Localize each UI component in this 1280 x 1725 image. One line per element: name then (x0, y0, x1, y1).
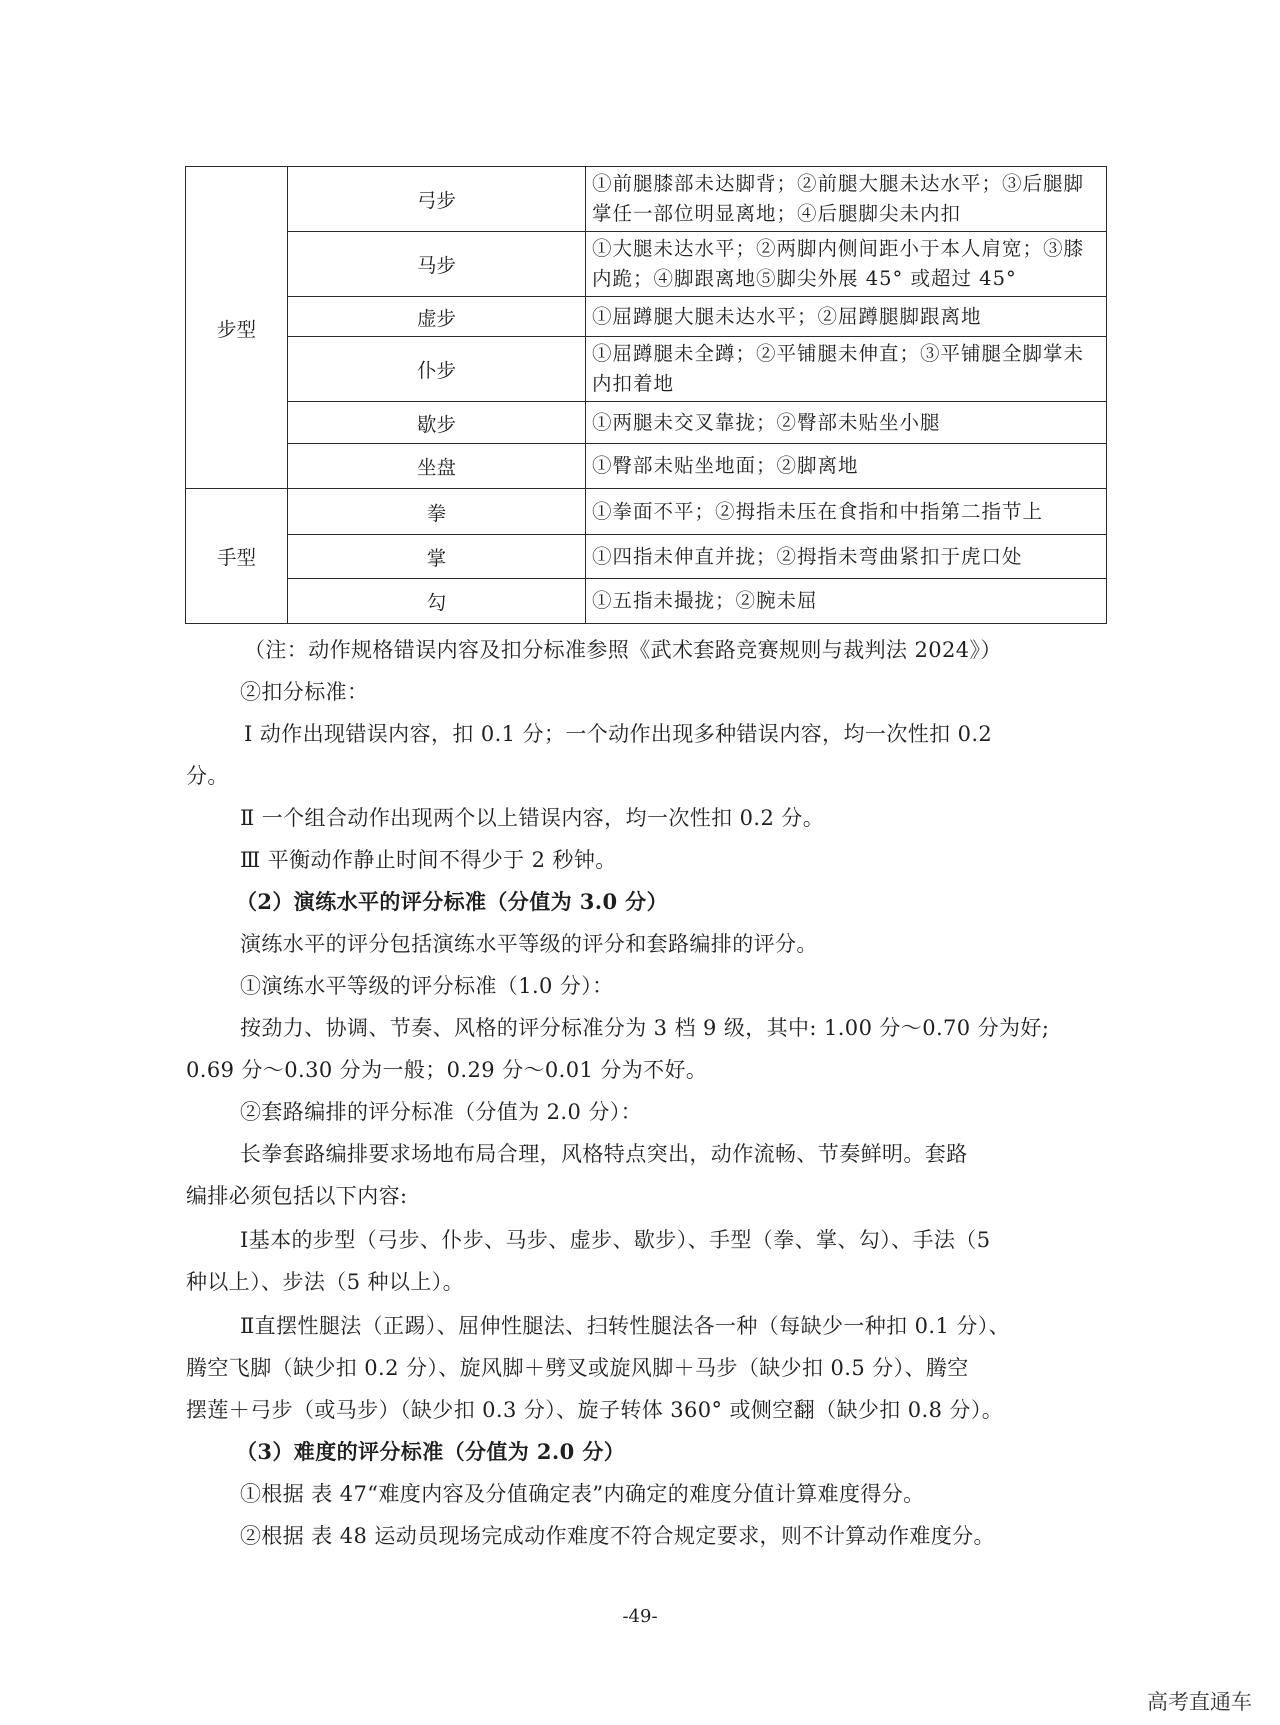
paragraph-text: 摆莲＋弓步（或马步）（缺少扣 0.3 分）、旋子转体 360° 或侧空翻（缺少扣 0.8 分）。 (186, 1398, 1004, 1422)
table-error-cell: ①大腿未达水平；②两脚内侧间距小于本人肩宽；③膝内跪；④脚跟离地⑤脚尖外展 45° 或超过 45° (586, 232, 1107, 297)
table-item-cell: 拳 (288, 489, 586, 535)
table-error-cell: ①五指未撮拢；②腕未屈 (586, 579, 1107, 624)
deduction-heading: ②扣分标准： (240, 680, 369, 704)
section-heading-2: （2）演练水平的评分标准（分值为 3.0 分） (236, 889, 668, 914)
table-item-cell: 虚步 (288, 297, 586, 337)
table-error-cell: ①屈蹲腿大腿未达水平；②屈蹲腿脚跟离地 (586, 297, 1107, 337)
section-heading-3: （3）难度的评分标准（分值为 2.0 分） (236, 1439, 626, 1464)
table-item-cell: 勾 (288, 579, 586, 624)
table-error-cell: ①臀部未贴坐地面；②脚离地 (586, 444, 1107, 489)
paragraph-text: Ⅰ基本的步型（弓步、仆步、马步、虚步、歇步）、手型（拳、掌、勾）、手法（5 (240, 1228, 991, 1252)
deduction-rule-3: Ⅲ 平衡动作静止时间不得少于 2 秒钟。 (240, 848, 617, 872)
table-error-cell: ①四指未伸直并拢；②拇指未弯曲紧扣于虎口处 (586, 535, 1107, 579)
paragraph-text: 种以上）、步法（5 种以上）。 (186, 1270, 465, 1294)
deduction-rule-1: Ⅰ 动作出现错误内容，扣 0.1 分；一个动作出现多种错误内容，均一次性扣 0.2 (244, 722, 993, 746)
paragraph-text: ①根据 表 47“难度内容及分值确定表”内确定的难度分值计算难度得分。 (240, 1482, 925, 1506)
paragraph-text: 0.69 分～0.30 分为一般；0.29 分～0.01 分为不好。 (186, 1058, 708, 1082)
subheading: ①演练水平等级的评分标准（1.0 分）： (240, 974, 614, 998)
table-error-cell: ①拳面不平；②拇指未压在食指和中指第二指节上 (586, 489, 1107, 535)
table-item-cell: 弓步 (288, 167, 586, 232)
deduction-rule-1-cont: 分。 (186, 764, 229, 788)
table-item-cell: 马步 (288, 232, 586, 297)
table-error-cell: ①两腿未交叉靠拢；②臀部未贴坐小腿 (586, 402, 1107, 444)
table-note: （注：动作规格错误内容及扣分标准参照《武术套路竞赛规则与裁判法 2024》） (244, 638, 1002, 662)
table-item-cell: 歇步 (288, 402, 586, 444)
error-criteria-table (185, 166, 1107, 624)
table-item-cell: 坐盘 (288, 444, 586, 489)
paragraph-text: 演练水平的评分包括演练水平等级的评分和套路编排的评分。 (240, 932, 818, 956)
table-category-cell: 步型 (186, 167, 288, 489)
paragraph-text: 编排必须包括以下内容: (186, 1184, 408, 1208)
paragraph-text: 长拳套路编排要求场地布局合理，风格特点突出，动作流畅、节奏鲜明。套路 (240, 1142, 968, 1166)
paragraph-text: 腾空飞脚（缺少扣 0.2 分）、旋风脚＋劈叉或旋风脚＋马步（缺少扣 0.5 分）、腾空 (186, 1356, 969, 1380)
watermark: 高考直通车 (1147, 1690, 1252, 1714)
paragraph-text: ②根据 表 48 运动员现场完成动作难度不符合规定要求，则不计算动作难度分。 (240, 1524, 995, 1548)
paragraph-text: 按劲力、协调、节奏、风格的评分标准分为 3 档 9 级，其中: 1.00 分～0.70 分为好; (240, 1016, 1050, 1040)
table-category-cell: 手型 (186, 489, 288, 624)
paragraph-text: Ⅱ直摆性腿法（正踢）、屈伸性腿法、扫转性腿法各一种（每缺少一种扣 0.1 分）、 (240, 1314, 1011, 1338)
table-item-cell: 仆步 (288, 337, 586, 402)
table-item-cell: 掌 (288, 535, 586, 579)
table-error-cell: ①屈蹲腿未全蹲；②平铺腿未伸直；③平铺腿全脚掌未内扣着地 (586, 337, 1107, 402)
deduction-rule-2: Ⅱ 一个组合动作出现两个以上错误内容，均一次性扣 0.2 分。 (240, 806, 825, 830)
page-number: -49- (622, 1606, 658, 1627)
subheading: ②套路编排的评分标准（分值为 2.0 分）： (240, 1100, 643, 1124)
table-error-cell: ①前腿膝部未达脚背；②前腿大腿未达水平；③后腿脚掌任一部位明显离地；④后腿脚尖未内扣 (586, 167, 1107, 232)
